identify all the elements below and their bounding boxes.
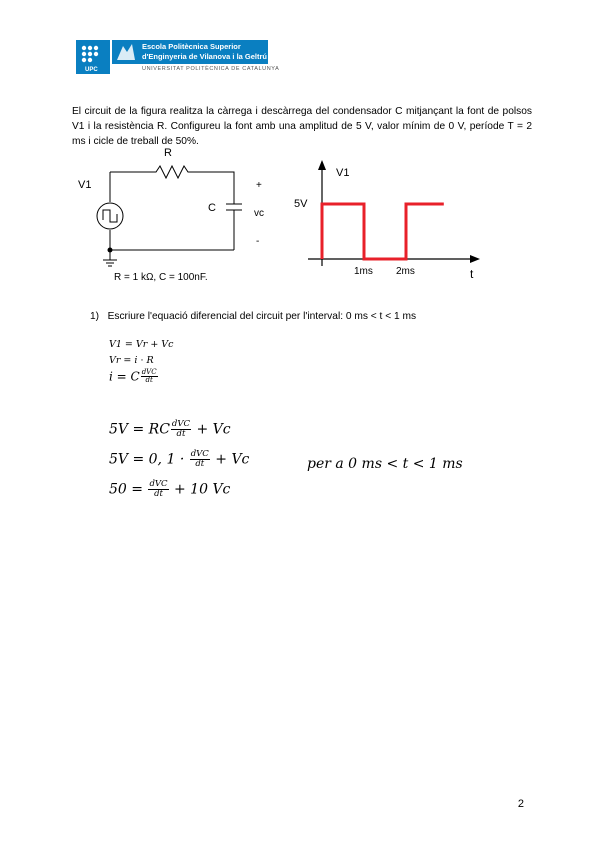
circuit-diagram (76, 144, 286, 284)
university-name: UNIVERSITAT POLITÈCNICA DE CATALUNYA (142, 66, 280, 72)
label-v1: V1 (78, 179, 92, 191)
school-name-line1: Escola Politècnica Superior (142, 42, 241, 51)
label-minus: - (256, 236, 260, 247)
school-banner (112, 40, 268, 64)
x-axis-label: t (470, 267, 474, 281)
square-wave-chart (294, 154, 494, 284)
campus-icon (114, 40, 138, 64)
tick-label-2ms: 2ms (396, 266, 415, 277)
pulse-series-line (322, 204, 444, 259)
equation-ohm: Vr = i · R (109, 355, 154, 366)
tick-label-1ms: 1ms (354, 266, 373, 277)
x-axis-arrow (470, 255, 480, 263)
question-text: Escriure l'equació diferencial del circuit per l'interval: 0 ms < t < 1 ms (107, 311, 417, 322)
equation-kvl: V1 = Vr + Vc (109, 339, 174, 350)
y-axis-label: V1 (336, 167, 350, 179)
page-number: 2 (517, 798, 524, 810)
equation-capacitor-current: i = C $\frac{\text{dVC}}{dt}$ (109, 368, 157, 385)
label-r: R (164, 147, 172, 159)
svg-text:UPC: UPC (85, 67, 98, 73)
school-name-line2: d'Enginyeria de Vilanova i la Geltrú (142, 52, 268, 61)
label-vc: vc (254, 208, 264, 219)
equation-rc: 5V = RC $\frac{\text{dVC}}{dt}$ + Vc (109, 419, 231, 439)
question-1 (90, 311, 416, 322)
level-label-5v: 5V (294, 198, 308, 210)
interval-condition: per a 0 ms < t < 1 ms (307, 456, 463, 472)
component-values: R = 1 kΩ, C = 100nF. (114, 272, 208, 283)
upc-logo (76, 40, 110, 74)
intro-paragraph: El circuit de la figura realitza la càrrega i descàrrega del condensador C mitjançant la font de polsos V1 i la resistència R. Configureu la font amb una amplitud de 5 V, valor mínim de 0 V, període T = 2 ms i cicle de treball de 50%. (72, 106, 532, 147)
equation-final: 50 = $\frac{\text{dVC}}{dt}$ + 10 Vc (109, 479, 231, 499)
label-plus: + (256, 180, 262, 191)
y-axis-arrow (318, 160, 326, 170)
question-number: 1) (90, 311, 100, 322)
equation-numeric: 5V = 0, 1 · $\frac{\text{dVC}}{dt}$ + Vc (109, 449, 250, 469)
label-c: C (208, 202, 216, 214)
